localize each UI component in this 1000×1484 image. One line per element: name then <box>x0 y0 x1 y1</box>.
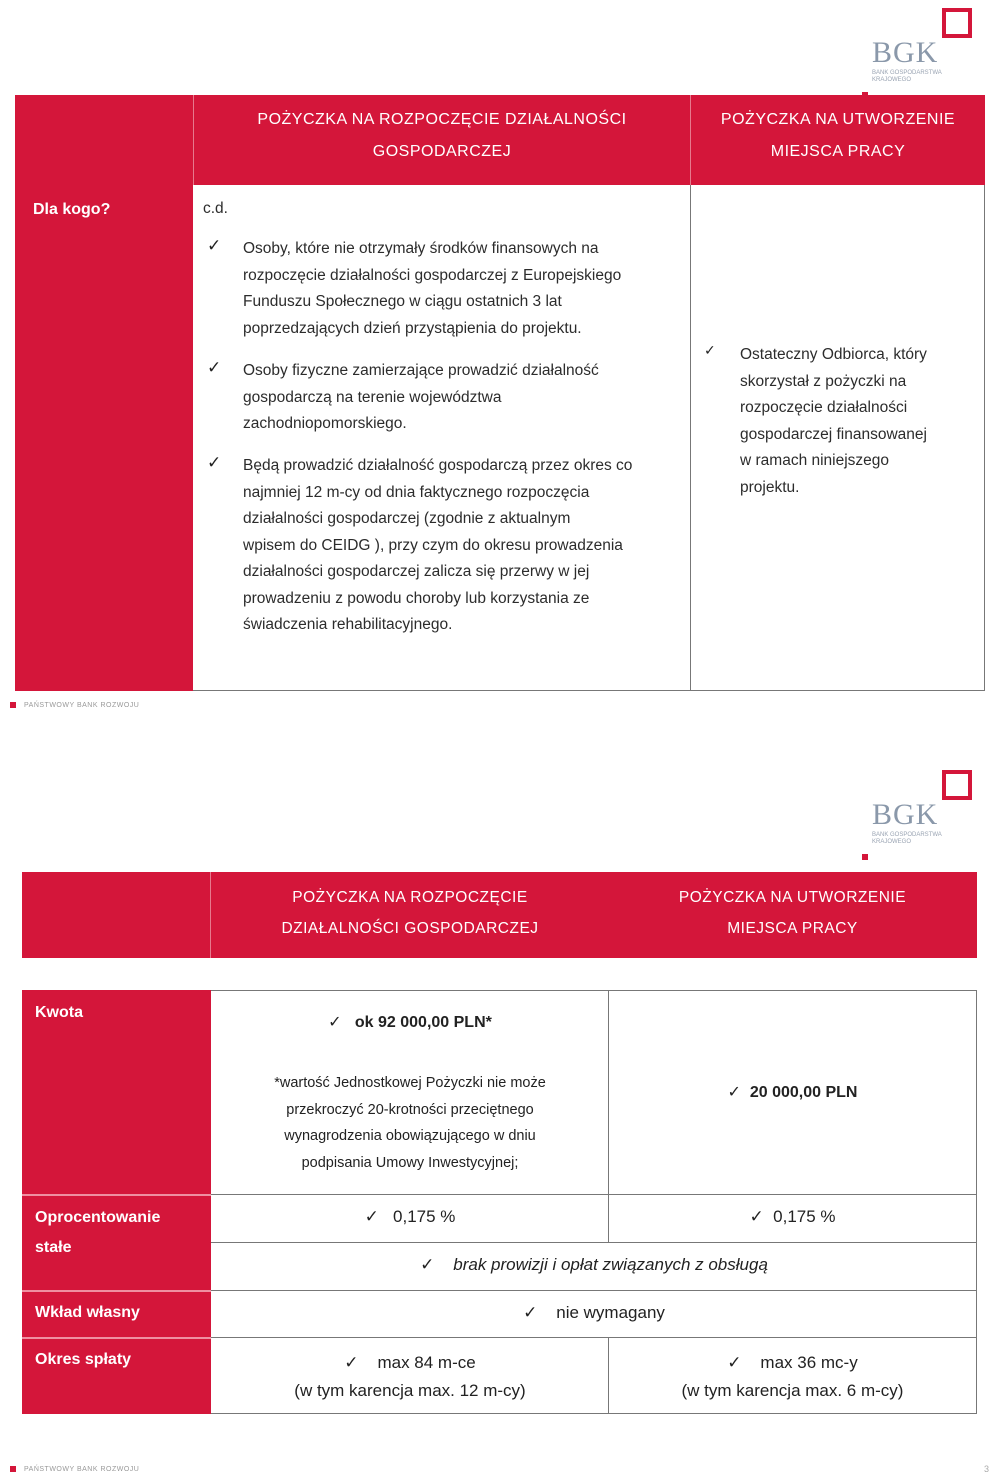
slide1-row-label-cell <box>15 185 193 691</box>
slide2-footer: PAŃSTWOWY BANK ROZWOJU <box>10 1466 139 1473</box>
check-icon: ✓ <box>207 236 222 255</box>
kwota-col1-value: ✓ ok 92 000,00 PLN* <box>328 1014 492 1031</box>
oproc-col1-value: ✓ 0,175 % <box>364 1207 456 1226</box>
slide1-row-label: Dla kogo? <box>33 201 111 218</box>
logo-subtitle: BANK GOSPODARSTWA KRAJOWEGO <box>872 832 942 845</box>
row-label-okres: Okres spłaty <box>35 1351 132 1368</box>
bgk-logo <box>862 770 972 860</box>
slide1-item-1: Osoby, które nie otrzymały środków finansowych na rozpoczęcie działalności gospodarczej z Europejskiego Funduszu Społecznego w ciągu ostatnich 3 lat poprzedzających dzień przystąpienia do projektu. <box>243 240 622 337</box>
slide1-col2-header: POŻYCZKA NA UTWORZENIE MIEJSCA PRACY <box>720 111 956 160</box>
footer-dot-icon <box>10 1466 16 1472</box>
check-icon: ✓ <box>328 1014 342 1031</box>
kwota-col2-value: ✓ 20 000,00 PLN <box>727 1084 858 1101</box>
logo-square-icon <box>942 770 972 800</box>
check-icon: ✓ <box>727 1084 741 1101</box>
check-icon: ✓ <box>749 1207 764 1226</box>
footer-dot-icon <box>10 702 16 708</box>
page-number: 3 <box>984 1464 990 1474</box>
logo-text: BGK <box>872 798 939 831</box>
check-icon: ✓ <box>420 1255 435 1274</box>
row-separator <box>22 1194 211 1196</box>
check-icon: ✓ <box>727 1353 742 1372</box>
row-separator <box>22 1290 211 1292</box>
check-icon: ✓ <box>364 1207 379 1226</box>
oproc-col2-value: ✓ 0,175 % <box>749 1207 836 1226</box>
check-icon: ✓ <box>344 1353 359 1372</box>
slide1-col1-header: POŻYCZKA NA ROZPOCZĘCIE DZIAŁALNOŚCI GOSPODARCZEJ <box>257 111 627 160</box>
okres-col1-value: ✓ max 84 m-ce (w tym karencja max. 12 m-cy) <box>294 1353 526 1400</box>
check-icon: ✓ <box>523 1303 538 1322</box>
logo-square-icon <box>942 8 972 38</box>
slide1-item-2: Osoby fizyczne zamierzające prowadzić działalność gospodarczą na terenie województwa zachodniopomorskiego. <box>243 362 599 432</box>
row-separator <box>22 1337 211 1339</box>
row-label-wklad: Wkład własny <box>35 1304 140 1321</box>
oproc-merged-value: ✓ brak prowizji i opłat związanych z obsługą <box>420 1255 768 1274</box>
kwota-col1-note: *wartość Jednostkowej Pożyczki nie może przekroczyć 20-krotności przeciętnego wynagrodzenia obowiązującego w dniu podpisania Umowy Inwestycyjnej; <box>274 1075 546 1171</box>
row-label-kwota: Kwota <box>35 1004 83 1021</box>
slide1-cont-label: c.d. <box>203 200 228 217</box>
okres-col2-value: ✓ max 36 mc-y (w tym karencja max. 6 m-cy) <box>681 1353 904 1400</box>
slide2-col2-header: POŻYCZKA NA UTWORZENIE MIEJSCA PRACY <box>678 889 907 937</box>
logo-text: BGK <box>872 36 939 69</box>
slide1-item-3: Będą prowadzić działalność gospodarczą przez okres co najmniej 12 m-cy od dnia faktycznego rozpoczęcia działalności gospodarczej (zgodnie z aktualnym wpisem do CEIDG ), przy czym do okresu prowadzenia działalności gospodarczej zalicza się przerwy w jej prowadzeniu z powodu choroby lub korzystania ze świadczenia rehabilitacyjnego. <box>243 457 633 633</box>
bgk-logo <box>862 8 972 98</box>
wklad-value: ✓ nie wymagany <box>523 1303 665 1322</box>
check-icon: ✓ <box>704 342 716 358</box>
logo-dot-icon <box>862 854 868 860</box>
logo-subtitle: BANK GOSPODARSTWA KRAJOWEGO <box>872 70 942 83</box>
slide1-col2-item: Ostateczny Odbiorca, który skorzystał z pożyczki na rozpoczęcie działalności gospodarczej finansowanej w ramach niniejszego projektu. <box>740 346 927 496</box>
check-icon: ✓ <box>207 358 222 377</box>
slide2-col1-header: POŻYCZKA NA ROZPOCZĘCIE DZIAŁALNOŚCI GOSPODARCZEJ <box>281 889 539 937</box>
check-icon: ✓ <box>207 453 222 472</box>
slide1-footer: PAŃSTWOWY BANK ROZWOJU <box>10 702 139 709</box>
slide2-header-divider <box>210 872 211 958</box>
row-label-oprocentowanie: Oprocentowanie stałe <box>35 1209 161 1256</box>
